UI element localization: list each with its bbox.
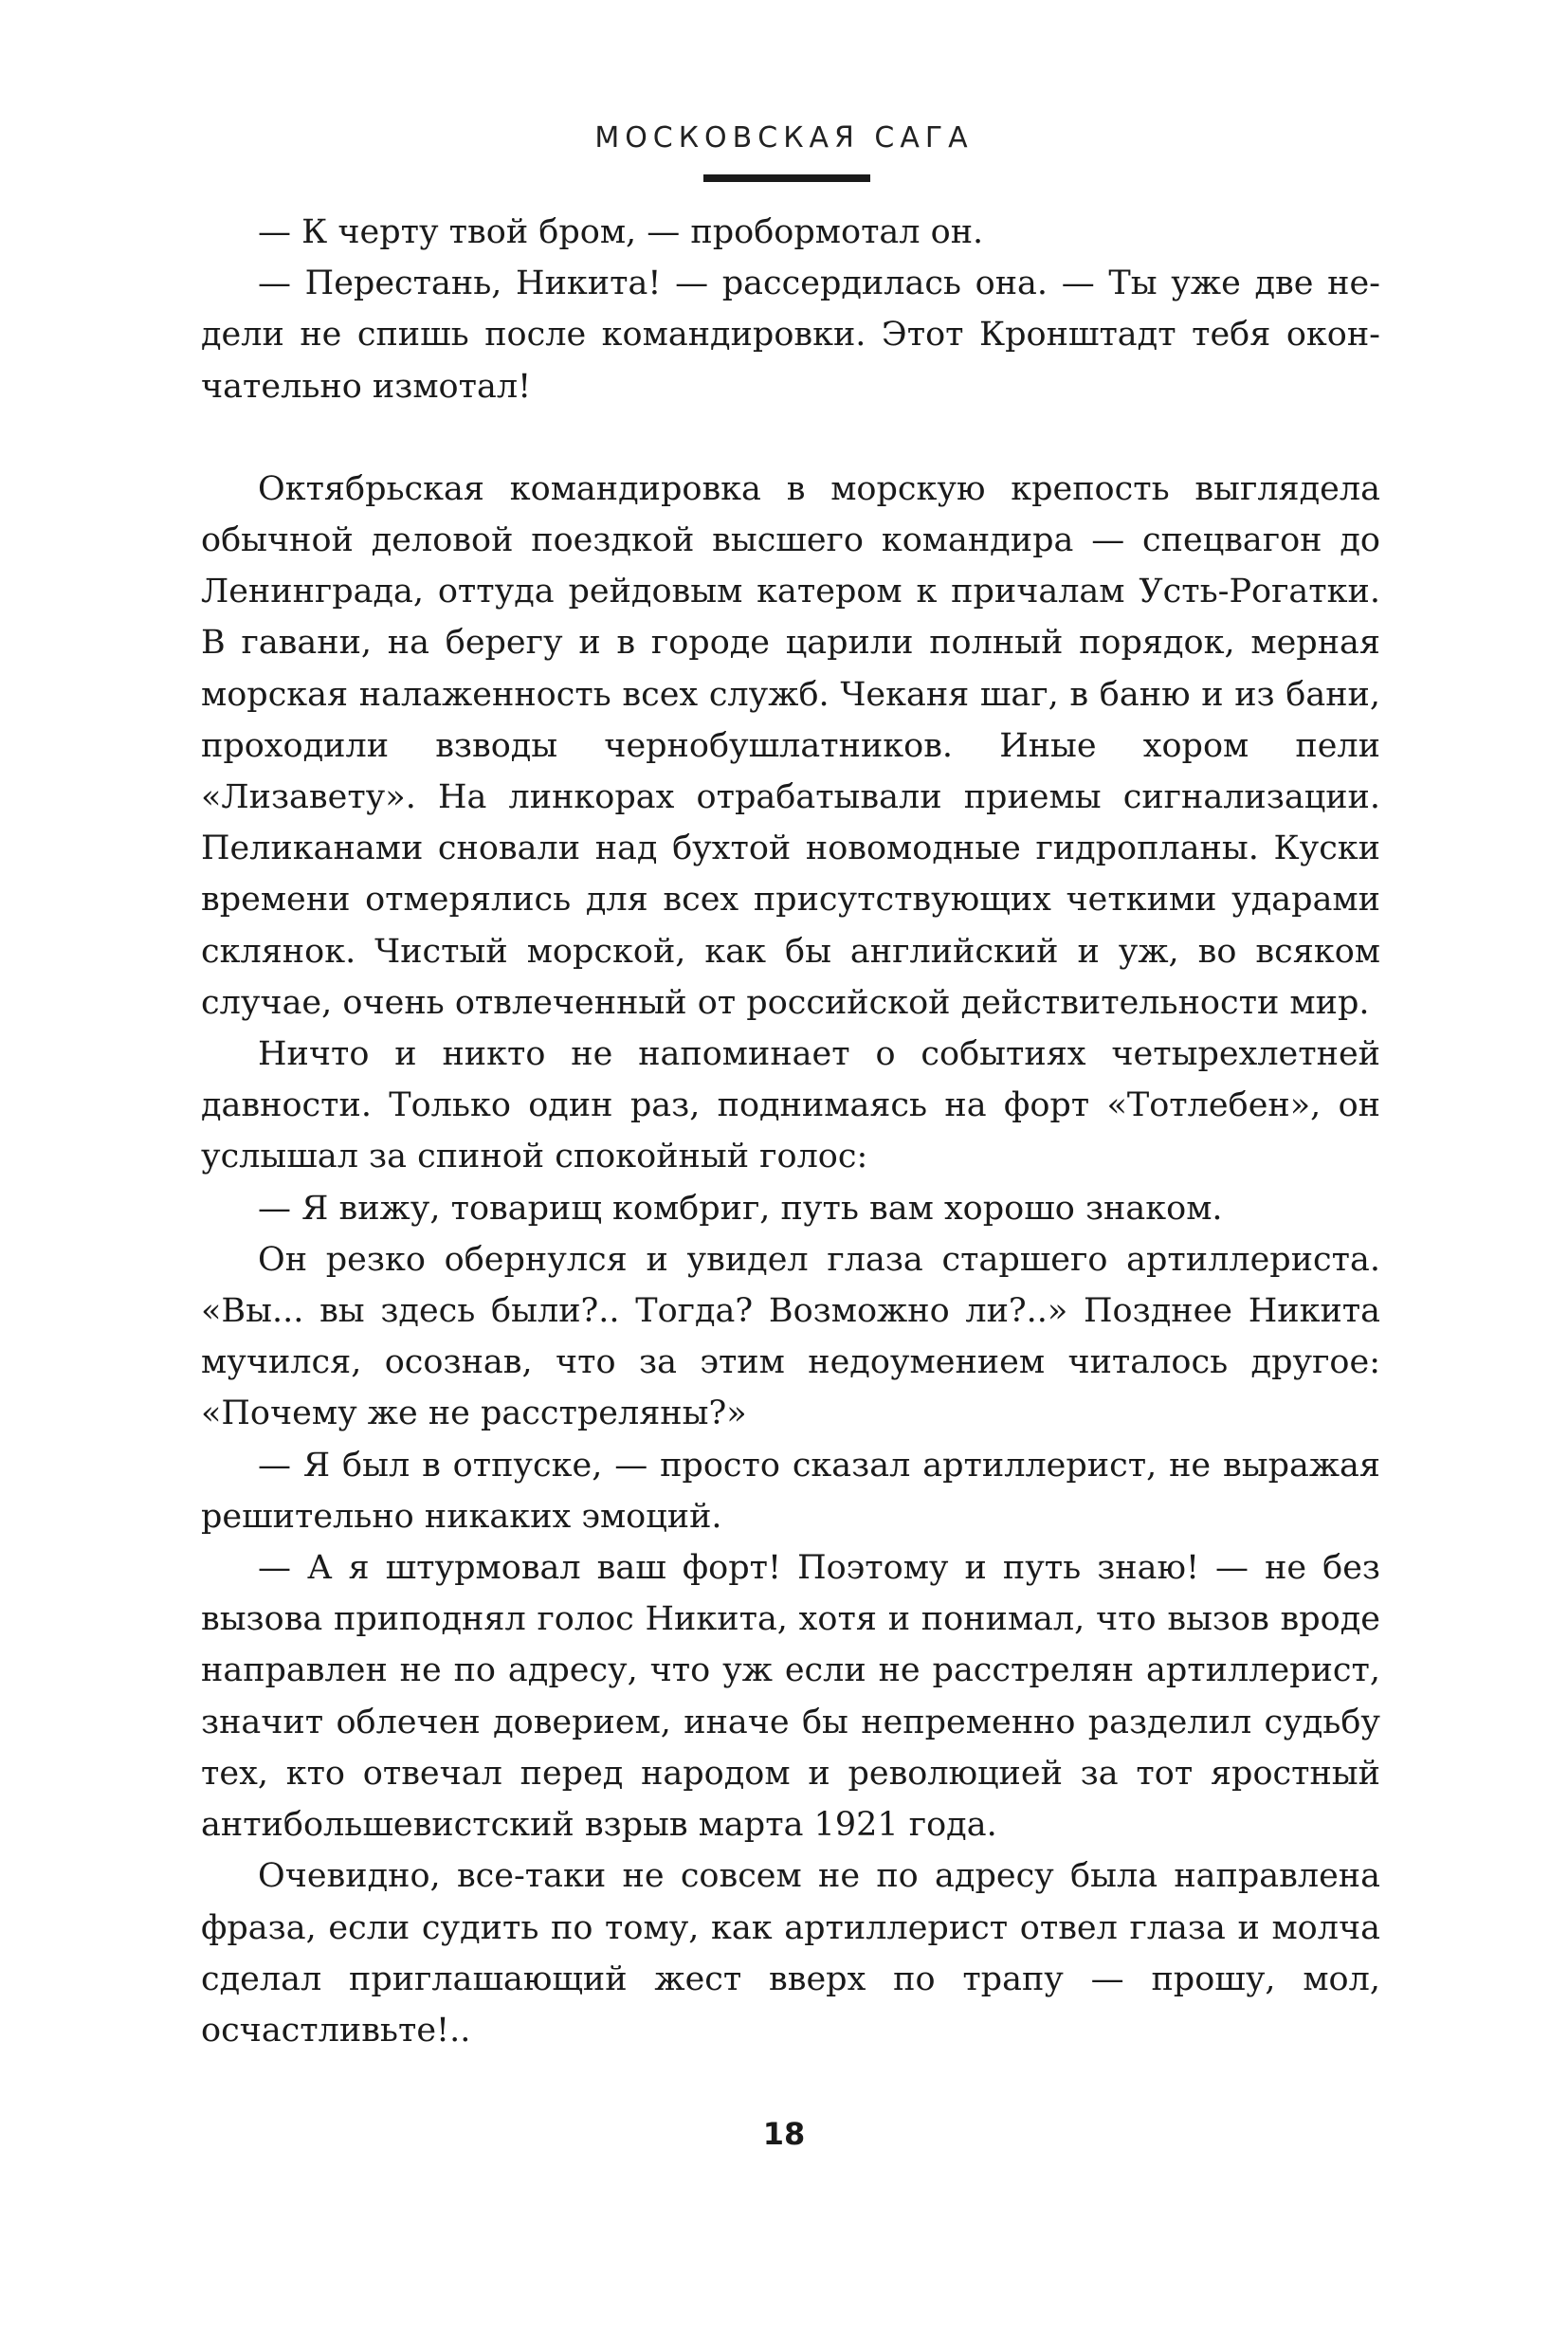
page-number: 18 (762, 2116, 806, 2152)
paragraph-2: — Перестань, Никита! — рассердилась она. — Ты уже две недели не спишь после командировки. Этот Кронштадт тебя окончательно измотал! (201, 264, 1380, 406)
paragraph-3: Октябрьская командировка в морскую крепость выглядела обычной деловой поездкой высшего командира — спецвагон до Ленинграда, оттуда рейдовым катером к причалам Усть-Рогатки. В гавани, на берегу и в городе царили полный порядок, мерная морская налаженность всех служб. Чеканя шаг, в баню и из бани, проходили взводы чернобушлатников. Иные хором пели «Лизавету». На линкорах отрабатывали приемы сигнализации. Пеликанами сновали над бухтой новомодные гидропланы. Куски времени отмерялись для всех присутствующих четкими ударами склянок. Чистый морской, как бы английский и уж, во всяком случае, очень отвлеченный от российской действительности мир. (201, 469, 1380, 1022)
paragraph-9: Очевидно, все-таки не совсем не по адресу была направлена фраза, если судить по тому, как артиллерист отвел глаза и молча сделал приглашающий жест вверх по трапу — прошу, мол, осчастливьте!.. (201, 1857, 1380, 2050)
paragraph-4: Ничто и никто не напоминает о событиях четырехлетней давности. Только один раз, поднимаясь на форт «Тотлебен», он услышал за спиной спокойный голос: (201, 1035, 1380, 1176)
running-title: МОСКОВСКАЯ САГА (594, 121, 974, 155)
paragraph-7: — Я был в отпуске, — просто сказал артиллерист, не выражая решительно никаких эмоций. (201, 1446, 1380, 1536)
paragraph-6: Он резко обернулся и увидел глаза старшего артиллериста. «Вы... вы здесь были?.. Тогда? Возможно ли?..» Позднее Никита мучился, осознав, что за этим недоумением читалось другое: «Почему же не расстреляны?» (201, 1240, 1380, 1433)
header-rule (703, 174, 870, 182)
paragraph-1: — К черту твой бром, — пробормотал он. (258, 213, 984, 251)
section-break (201, 412, 1380, 464)
paragraph-5: — Я вижу, товарищ комбриг, путь вам хорошо знаком. (258, 1189, 1223, 1228)
main-text (201, 207, 1380, 2056)
paragraph-8: — А я штурмовал ваш форт! Поэтому и путь знаю! — не без вызова приподнял голос Никита, хотя и понимал, что вызов вроде направлен не по адресу, что уж если не расстрелян артиллерист, значит облечен доверием, иначе бы непременно разделил судьбу тех, кто отвечал перед народом и революцией за тот яростный антибольшевистский взрыв марта 1921 года. (201, 1549, 1380, 1845)
